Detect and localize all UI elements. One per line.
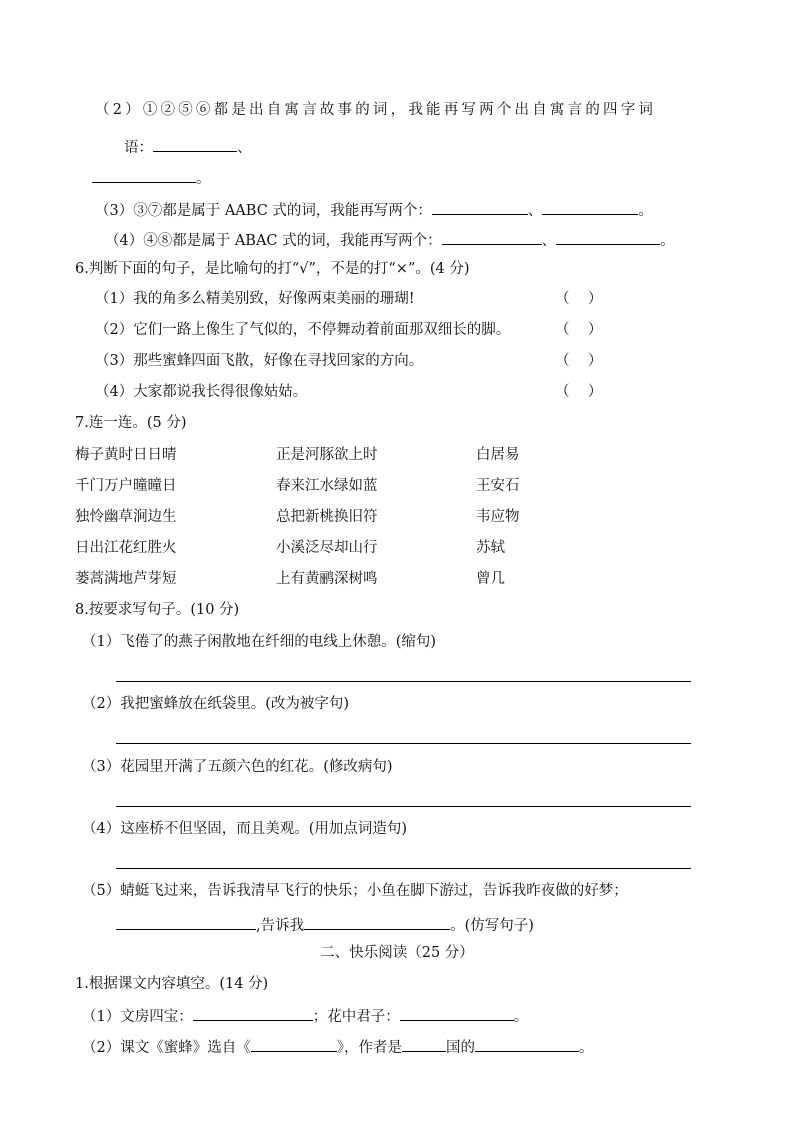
poet-5[interactable]: 曾几 — [476, 571, 505, 587]
period: 。 — [638, 203, 653, 219]
q5-item4 — [105, 228, 675, 251]
poet-2[interactable]: 王安石 — [476, 478, 520, 494]
answer-blank[interactable] — [432, 198, 528, 215]
answer-blank[interactable] — [116, 913, 256, 930]
poem-line-b5[interactable]: 上有黄鹂深树鸣 — [276, 571, 378, 587]
poem-line-a1[interactable]: 梅子黄时日日晴 — [75, 447, 177, 463]
q8-item-5-end: 。(仿写句子) — [450, 918, 534, 934]
q8-item-5-line1: （5）蜻蜓飞过来，告诉我清早飞行的快乐；小鱼在脚下游过，告诉我昨夜做的好梦； — [82, 883, 628, 899]
q5-item2-line3 — [92, 166, 211, 189]
answer-blank[interactable] — [92, 166, 196, 183]
q5-item3-text: （3）③⑦都是属于 AABC 式的词，我能再写两个： — [95, 203, 432, 219]
separator: 、 — [237, 140, 252, 156]
q6-answer-paren-3[interactable]: （ ） — [555, 353, 603, 369]
period: 。 — [660, 233, 675, 249]
q6-answer-paren-2[interactable]: （ ） — [555, 322, 603, 338]
poem-line-b4[interactable]: 小溪泛尽却山行 — [276, 540, 378, 556]
q5-item4-text: （4）④⑧都是属于 ABAC 式的词，我能再写两个： — [105, 233, 442, 249]
separator: 、 — [527, 203, 543, 219]
poet-1[interactable]: 白居易 — [476, 447, 520, 463]
period: 。 — [513, 1009, 529, 1025]
r1-item-1-label-b: ；花中君子： — [312, 1009, 400, 1025]
section-title: 二、快乐阅读（25 分） — [320, 945, 474, 961]
period: 。 — [578, 1040, 594, 1056]
r1-item-2-label-a: （2）课文《蜜蜂》选自《 — [82, 1040, 251, 1056]
poem-line-b3[interactable]: 总把新桃换旧符 — [276, 509, 378, 525]
q6-title: 6.判断下面的句子，是比喻句的打“√”，不是的打“×”。(4 分) — [75, 261, 470, 277]
poem-line-a4[interactable]: 日出江花红胜火 — [75, 540, 177, 556]
r1-item-1-label-a: （1）文房四宝： — [82, 1009, 193, 1025]
q6-answer-paren-4[interactable]: （ ） — [555, 384, 603, 400]
poem-line-b1[interactable]: 正是河豚欲上时 — [276, 447, 378, 463]
answer-blank[interactable] — [304, 913, 450, 930]
answer-blank[interactable] — [251, 1035, 337, 1052]
q7-title: 7.连一连。(5 分) — [75, 415, 187, 431]
q5-item2-label: 语： — [124, 140, 153, 156]
r1-item-2-label-c: 国的 — [445, 1040, 475, 1056]
r1-title: 1.根据课文内容填空。(14 分) — [75, 976, 269, 992]
q5-item2-line2 — [124, 135, 252, 158]
q8-answer-line-1[interactable] — [116, 681, 691, 682]
q8-item-3: （3）花园里开满了五颜六色的红花。(修改病句) — [82, 759, 393, 775]
poet-4[interactable]: 苏轼 — [476, 540, 505, 556]
q8-item-4: （4）这座桥不但坚固，而且美观。(用加点词造句) — [82, 821, 408, 837]
q8-item-5-line2 — [116, 913, 534, 936]
q6-item-1: （1）我的角多么精美别致，好像两束美丽的珊瑚! — [95, 291, 415, 307]
q8-item-1: （1）飞倦了的燕子闲散地在纤细的电线上休憩。(缩句) — [82, 634, 437, 650]
q6-answer-paren-1[interactable]: （ ） — [555, 291, 603, 307]
q8-item-5-mid: ,告诉我 — [256, 918, 305, 934]
answer-blank[interactable] — [442, 228, 542, 245]
answer-blank[interactable] — [542, 198, 638, 215]
answer-blank[interactable] — [475, 1035, 579, 1052]
answer-blank[interactable] — [400, 1004, 514, 1021]
q8-answer-line-2[interactable] — [116, 743, 691, 744]
poem-line-a2[interactable]: 千门万户曈曈日 — [75, 478, 177, 494]
period: 。 — [196, 171, 211, 187]
answer-blank[interactable] — [402, 1035, 446, 1052]
q6-item-3: （3）那些蜜蜂四面飞散，好像在寻找回家的方向。 — [95, 353, 424, 369]
poem-line-b2[interactable]: 春来江水绿如蓝 — [276, 478, 378, 494]
q6-item-4: （4）大家都说我长得很像姑姑。 — [95, 384, 308, 400]
r1-item-2-label-b: 》，作者是 — [336, 1040, 402, 1056]
answer-blank[interactable] — [153, 135, 237, 152]
poem-line-a3[interactable]: 独怜幽草涧边生 — [75, 509, 177, 525]
q6-item-2: （2）它们一路上像生了气似的，不停舞动着前面那双细长的脚。 — [95, 322, 511, 338]
poet-3[interactable]: 韦应物 — [476, 509, 520, 525]
poem-line-a5[interactable]: 蒌蒿满地芦芽短 — [75, 571, 177, 587]
q5-item3 — [95, 198, 653, 221]
r1-item-1 — [82, 1004, 528, 1027]
answer-blank[interactable] — [556, 228, 660, 245]
q8-answer-line-4[interactable] — [116, 868, 691, 869]
separator: 、 — [541, 233, 557, 249]
q5-item2-line1: （2）①②⑤⑥都是出自寓言故事的词，我能再写两个出自寓言的四字词 — [95, 102, 657, 118]
q8-answer-line-3[interactable] — [116, 806, 691, 807]
answer-blank[interactable] — [193, 1004, 313, 1021]
q8-item-2: （2）我把蜜蜂放在纸袋里。(改为被字句) — [82, 696, 350, 712]
q8-title: 8.按要求写句子。(10 分) — [75, 602, 240, 618]
r1-item-2 — [82, 1035, 593, 1058]
